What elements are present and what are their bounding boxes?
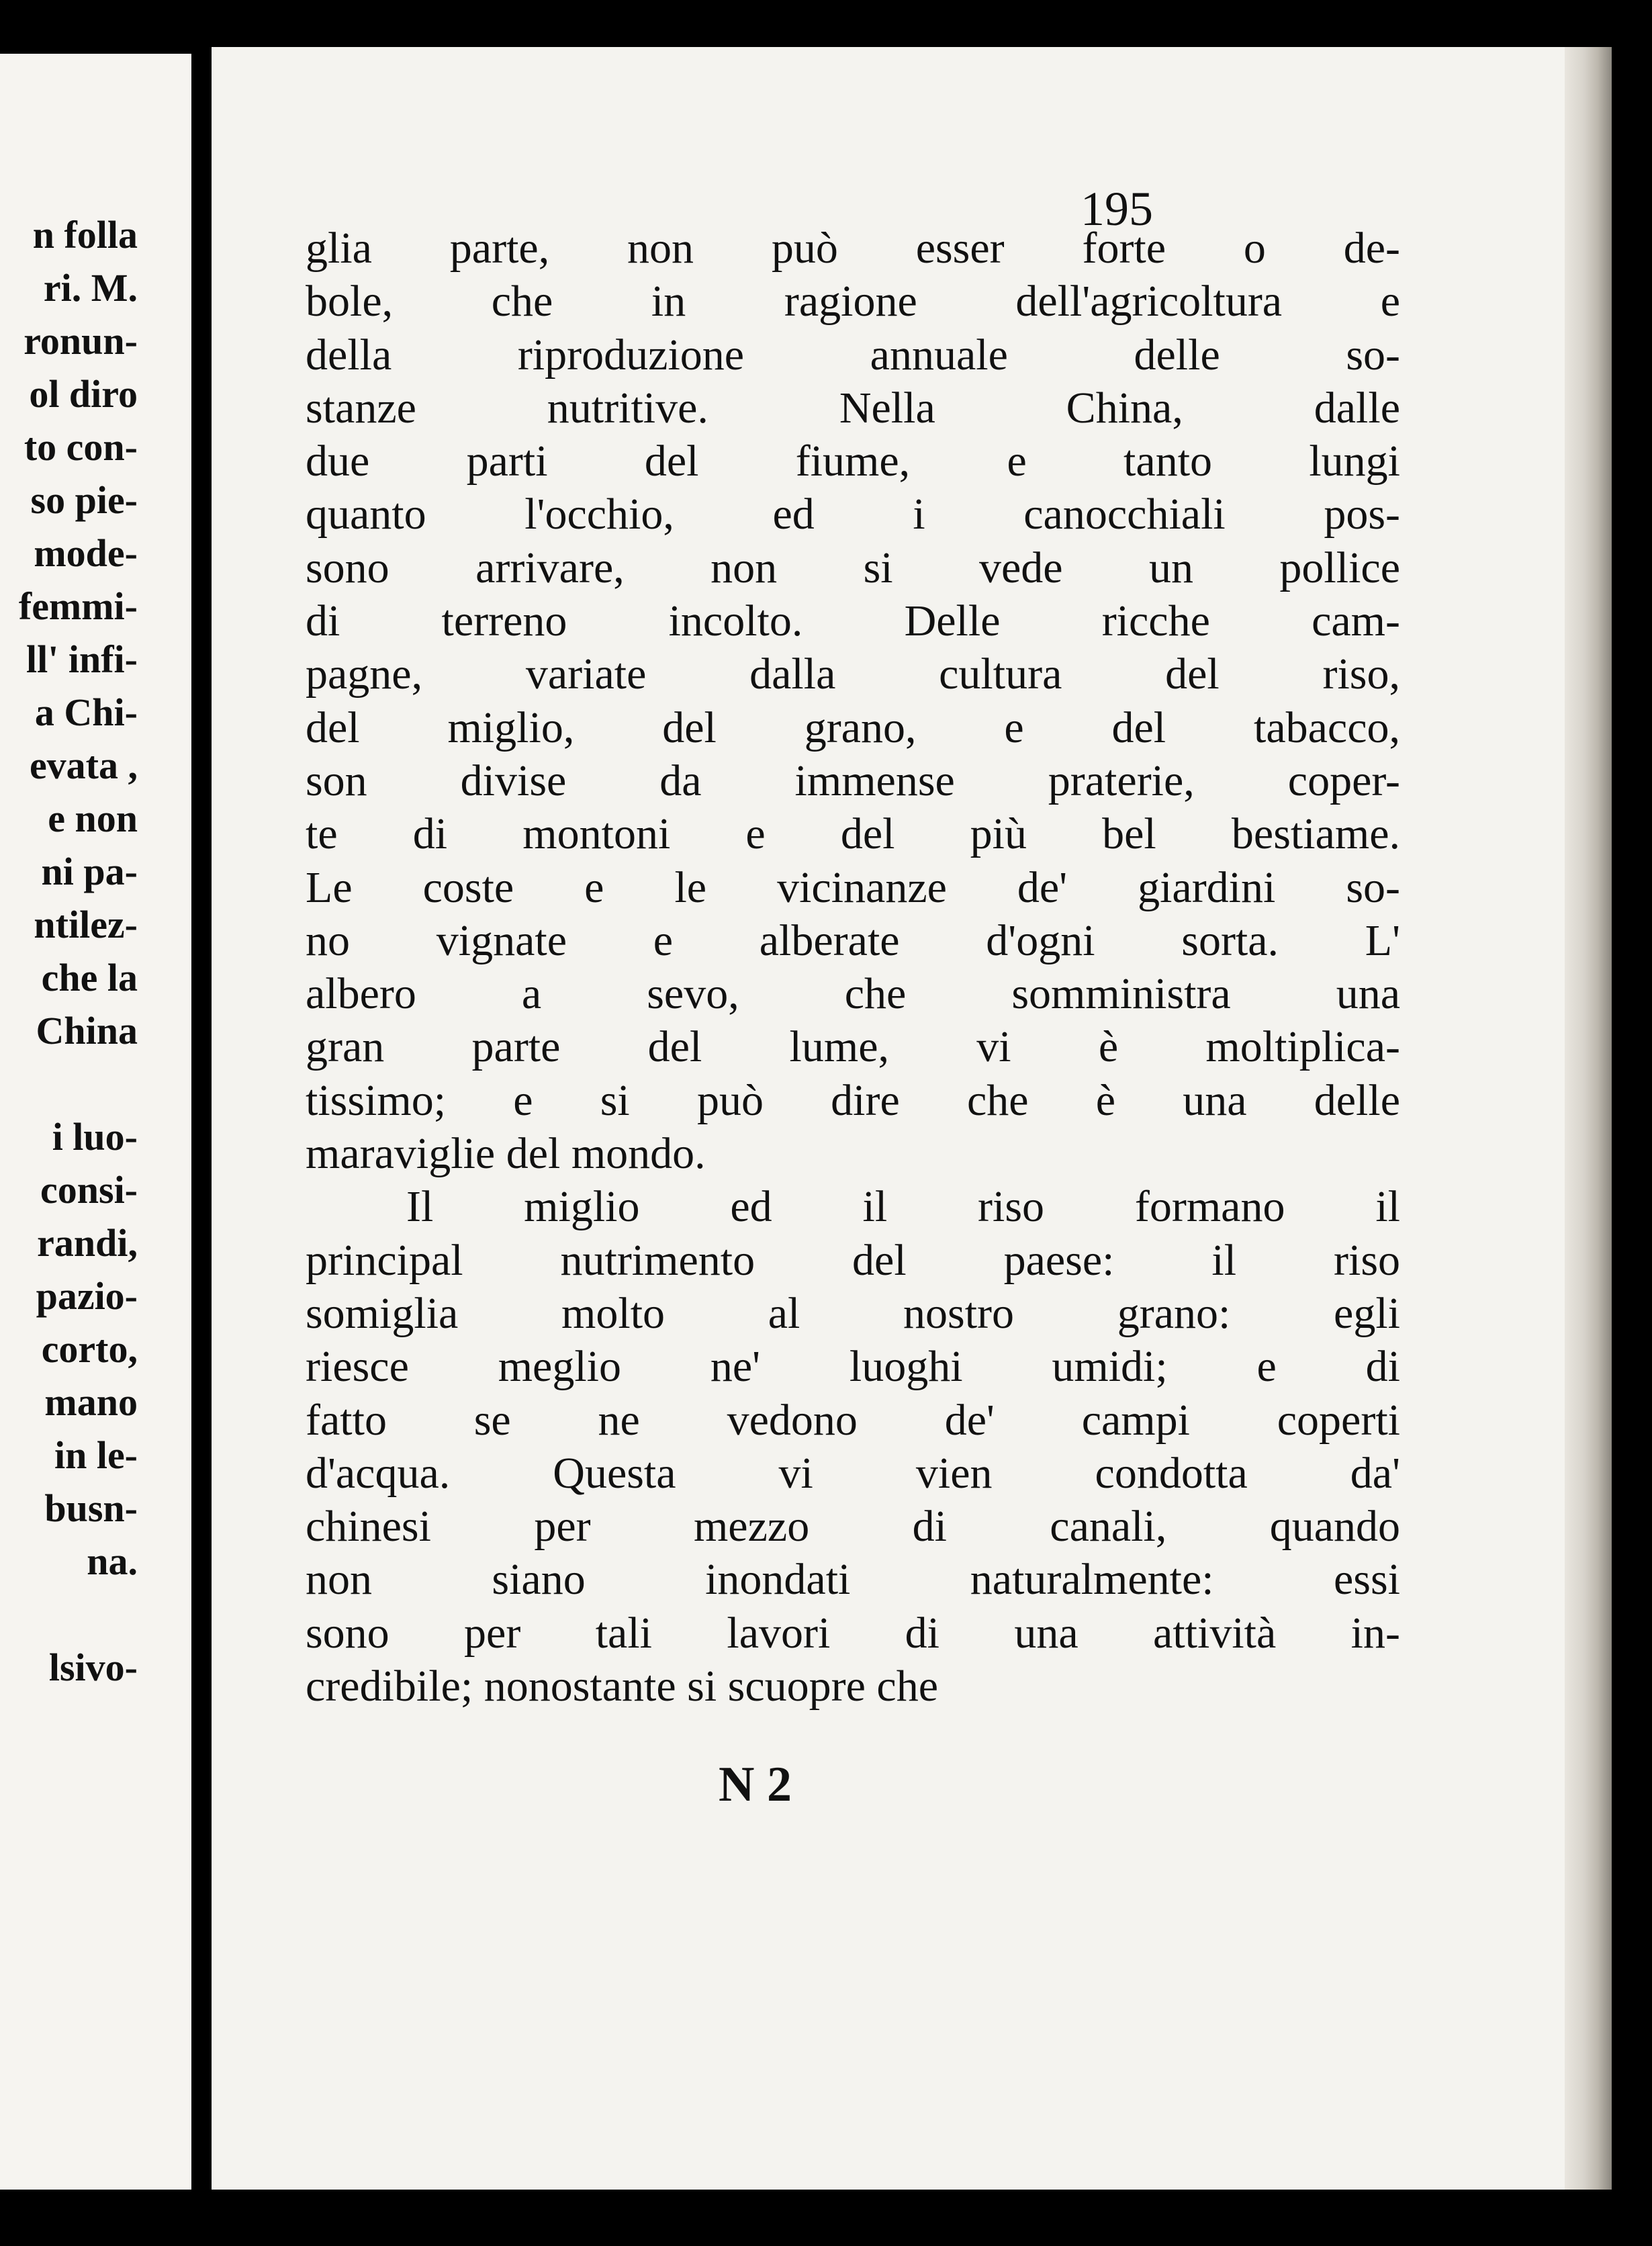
left-page: [0, 54, 191, 2190]
left-page-line: mano: [44, 1380, 138, 1424]
left-page-line: busn-: [44, 1486, 138, 1530]
page-edge: [1565, 47, 1612, 2190]
text-line: chinesi per mezzo di canali, quando: [306, 1502, 1400, 1552]
text-line: sono arrivare, non si vede un pollice: [306, 543, 1400, 592]
text-line: fatto se ne vedono de' campi coperti: [306, 1395, 1400, 1445]
text-line: sono per tali lavori di una attività in-: [306, 1608, 1400, 1658]
left-page-line: ntilez-: [34, 903, 138, 946]
left-page-line: lsivo-: [48, 1646, 138, 1689]
left-page-line: randi,: [37, 1221, 138, 1265]
text-line: credibile; nonostante si scuopre che: [306, 1662, 939, 1711]
text-line: due parti del fiume, e tanto lungi: [306, 437, 1400, 486]
text-line: maraviglie del mondo.: [306, 1129, 706, 1179]
left-page-line: che la: [41, 956, 138, 999]
text-line: glia parte, non può esser forte o de-: [306, 224, 1400, 273]
text-line: gran parte del lume, vi è moltiplica-: [306, 1022, 1400, 1072]
left-page-line: China: [36, 1009, 138, 1052]
left-page-line: in le-: [54, 1433, 138, 1477]
text-line: tissimo; e si può dire che è una delle: [306, 1075, 1400, 1125]
left-page-line: na.: [87, 1539, 138, 1583]
left-page-line: n folla: [32, 213, 138, 257]
text-line: Il miglio ed il riso formano il: [406, 1182, 1400, 1232]
left-page-line: i luo-: [52, 1115, 138, 1159]
text-line: quanto l'occhio, ed i canocchiali pos-: [306, 490, 1400, 539]
body-text: [306, 222, 1400, 1713]
text-line: bole, che in ragione dell'agricoltura e: [306, 277, 1400, 326]
left-page-line: ol diro: [29, 372, 138, 416]
left-page-line: [19, 1057, 138, 1110]
text-line: della riproduzione annuale delle so-: [306, 330, 1400, 379]
left-page-line: evata ,: [29, 744, 138, 787]
page-number: 195: [1081, 182, 1153, 236]
left-page-line: corto,: [41, 1327, 138, 1371]
left-page-text: [19, 208, 138, 1694]
signature-mark: N 2: [719, 1757, 792, 1812]
text-line: non siano inondati naturalmente: essi: [306, 1555, 1400, 1605]
left-page-line: ll' infi-: [26, 637, 138, 681]
right-page: [212, 47, 1612, 2190]
text-line: principal nutrimento del paese: il riso: [306, 1235, 1400, 1285]
left-page-line: ronun-: [24, 319, 138, 363]
left-page-line: to con-: [24, 425, 138, 469]
text-line: pagne, variate dalla cultura del riso,: [306, 649, 1400, 699]
text-line: somiglia molto al nostro grano: egli: [306, 1288, 1400, 1338]
text-line: stanze nutritive. Nella China, dalle: [306, 383, 1400, 433]
left-page-line: [19, 1588, 138, 1641]
text-line: te di montoni e del più bel bestiame.: [306, 809, 1400, 859]
left-page-line: e non: [48, 797, 138, 840]
left-page-line: mode-: [34, 531, 138, 575]
text-line: riesce meglio ne' luoghi umidi; e di: [306, 1342, 1400, 1392]
left-page-line: consi-: [40, 1168, 138, 1212]
left-page-line: femmi-: [18, 584, 138, 628]
text-line: Le coste e le vicinanze de' giardini so-: [306, 862, 1400, 912]
text-line: di terreno incolto. Delle ricche cam-: [306, 596, 1400, 646]
left-page-line: ni pa-: [41, 850, 138, 893]
left-page-line: so pie-: [30, 478, 138, 522]
left-page-line: pazio-: [36, 1274, 138, 1318]
text-line: d'acqua. Questa vi vien condotta da': [306, 1448, 1400, 1498]
left-page-line: ri. M.: [43, 266, 138, 310]
text-line: no vignate e alberate d'ogni sorta. L': [306, 915, 1400, 965]
text-line: son divise da immense praterie, coper-: [306, 756, 1400, 805]
book-gutter: [191, 0, 212, 2246]
text-line: del miglio, del grano, e del tabacco,: [306, 703, 1400, 752]
left-page-line: a Chi-: [34, 690, 138, 734]
text-line: albero a sevo, che somministra una: [306, 969, 1400, 1019]
